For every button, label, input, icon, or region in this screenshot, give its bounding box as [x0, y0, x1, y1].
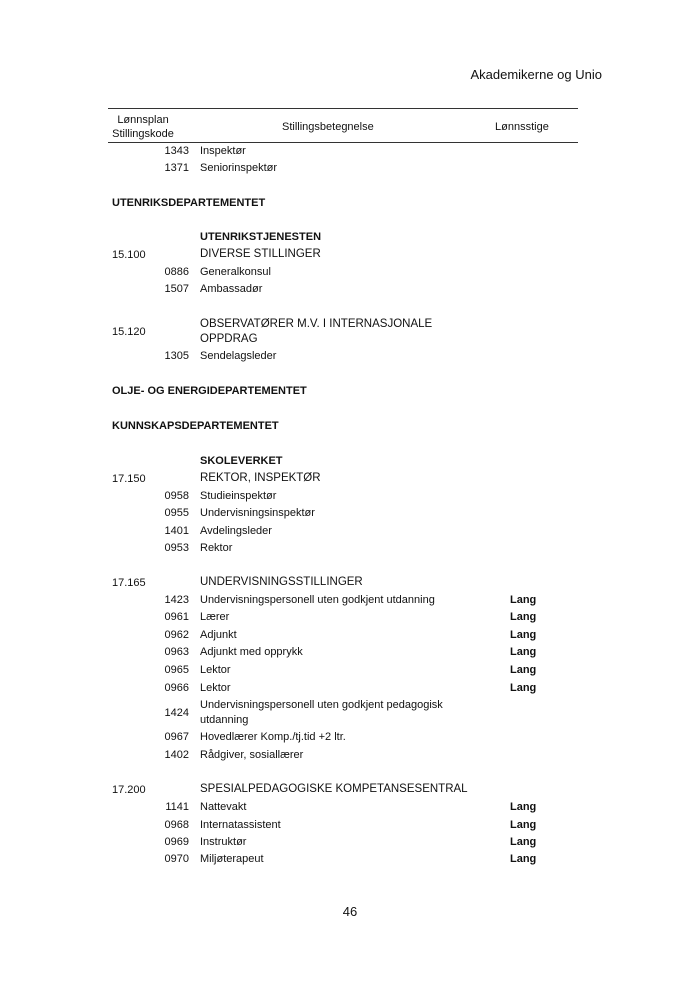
row-code: 0969: [164, 836, 189, 848]
table-header-rule: [108, 142, 578, 143]
row-title: Lektor: [200, 664, 231, 676]
row-ladder: Lang: [510, 836, 537, 848]
group-name: DIVERSE STILLINGER: [200, 248, 321, 260]
row-title: Instruktør: [200, 836, 247, 848]
row-title: Adjunkt med opprykk: [200, 646, 303, 658]
row-code: 0961: [164, 611, 189, 623]
row-code: 1141: [165, 801, 189, 813]
row-code: 0962: [164, 629, 189, 641]
row-code: 0970: [164, 853, 189, 865]
ministry-heading: KUNNSKAPSDEPARTEMENTET: [112, 420, 279, 432]
row-code: 0967: [164, 731, 189, 743]
row-title: Avdelingsleder: [200, 525, 272, 537]
row-code: 0953: [164, 542, 189, 554]
group-name: SPESIALPEDAGOGISKE KOMPETANSESENTRAL: [200, 783, 468, 795]
row-title: Lektor: [200, 682, 231, 694]
table-top-rule: [108, 108, 578, 109]
row-code: 1424: [164, 707, 189, 719]
group-plan: 15.100: [112, 249, 146, 261]
ministry-heading: UTENRIKSDEPARTEMENTET: [112, 197, 266, 209]
row-ladder: Lang: [510, 682, 537, 694]
row-title: Miljøterapeut: [200, 853, 264, 865]
running-header: Akademikerne og Unio: [470, 67, 602, 82]
row-code: 0958: [164, 490, 189, 502]
col-header-ladder: Lønnsstige: [495, 121, 549, 133]
row-title: Lærer: [200, 611, 230, 623]
row-code: 1343: [164, 145, 189, 157]
row-title: Nattevakt: [200, 801, 247, 813]
row-code: 0886: [164, 266, 189, 278]
group-plan: 17.165: [112, 577, 146, 589]
row-title: Adjunkt: [200, 629, 237, 641]
row-title: Undervisningspersonell uten godkjent pedagogisk: [200, 699, 443, 711]
row-code: 0968: [164, 819, 189, 831]
row-title: Internatassistent: [200, 819, 281, 831]
row-ladder: Lang: [510, 594, 537, 606]
row-title: Inspektør: [200, 145, 246, 157]
row-ladder: Lang: [510, 629, 537, 641]
row-title-cont: utdanning: [200, 714, 249, 726]
group-plan: 17.200: [112, 784, 146, 796]
row-code: 1423: [164, 594, 189, 606]
group-name: OBSERVATØRER M.V. I INTERNASJONALE: [200, 318, 433, 330]
section-heading: SKOLEVERKET: [200, 455, 283, 467]
row-code: 1507: [164, 283, 189, 295]
row-code: 0966: [164, 682, 189, 694]
row-code: 1401: [164, 525, 189, 537]
row-ladder: Lang: [510, 611, 537, 623]
row-title: Rådgiver, sosiallærer: [200, 749, 304, 761]
row-ladder: Lang: [510, 801, 537, 813]
group-name-cont: OPPDRAG: [200, 333, 258, 345]
row-title: Undervisningspersonell uten godkjent utdanning: [200, 594, 435, 606]
row-title: Hovedlærer Komp./tj.tid +2 ltr.: [200, 731, 346, 743]
row-title: Rektor: [200, 542, 233, 554]
group-name: UNDERVISNINGSSTILLINGER: [200, 576, 363, 588]
row-title: Studieinspektør: [200, 490, 277, 502]
group-plan: 15.120: [112, 326, 146, 338]
row-title: Seniorinspektør: [200, 162, 278, 174]
row-code: 0963: [164, 646, 189, 658]
ministry-heading: OLJE- OG ENERGIDEPARTEMENTET: [112, 385, 307, 397]
row-title: Generalkonsul: [200, 266, 271, 278]
row-ladder: Lang: [510, 819, 537, 831]
row-title: Sendelagsleder: [200, 350, 277, 362]
section-heading: UTENRIKSTJENESTEN: [200, 231, 322, 243]
col-header-plan: [108, 113, 178, 141]
row-title: Undervisningsinspektør: [200, 507, 315, 519]
row-code: 1402: [164, 749, 189, 761]
row-code: 0955: [164, 507, 189, 519]
page-number: 46: [342, 904, 358, 919]
row-code: 1371: [164, 162, 189, 174]
col-header-plan-line2: Stillingskode: [112, 128, 174, 140]
row-code: 0965: [164, 664, 189, 676]
group-plan: 17.150: [112, 473, 146, 485]
row-title: Ambassadør: [200, 283, 263, 295]
row-code: 1305: [164, 350, 189, 362]
row-ladder: Lang: [510, 646, 537, 658]
row-ladder: Lang: [510, 853, 537, 865]
row-ladder: Lang: [510, 664, 537, 676]
col-header-title: Stillingsbetegnelse: [282, 121, 374, 133]
group-name: REKTOR, INSPEKTØR: [200, 472, 321, 484]
col-header-plan-line1: Lønnsplan: [117, 114, 169, 126]
